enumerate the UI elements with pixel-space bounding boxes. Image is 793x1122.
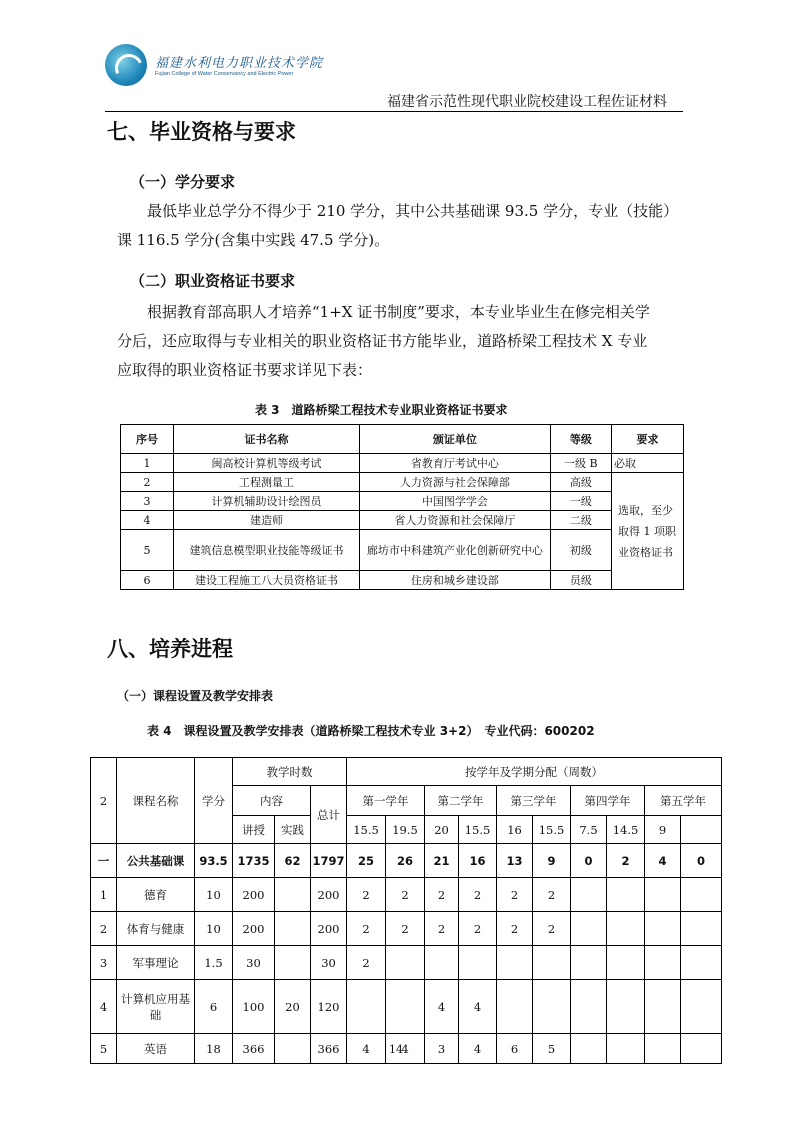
header-weeks: 15.5	[459, 816, 497, 844]
cell-practice: 20	[275, 980, 311, 1034]
header-year-2: 第二学年	[425, 786, 497, 816]
cell-semester-weeks	[681, 912, 722, 946]
cell-semester-weeks: 2	[347, 946, 386, 980]
cell-practice	[275, 912, 311, 946]
credit-paragraph-line2: 课 116.5 学分(含集中实践 47.5 学分)。	[117, 231, 390, 249]
cell-lecture: 200	[233, 912, 275, 946]
section-8-title: 八、培养进程	[107, 637, 233, 661]
cell-name: 建筑信息模型职业技能等级证书	[173, 530, 359, 571]
cell-lecture: 366	[233, 1034, 275, 1064]
cell-semester-weeks: 4	[386, 1034, 425, 1064]
cell-lecture: 100	[233, 980, 275, 1034]
header-weeks: 14.5	[607, 816, 645, 844]
cell-semester-weeks	[459, 946, 497, 980]
table-row	[121, 473, 684, 492]
logo-emblem-icon	[105, 44, 147, 86]
cell-no: 1	[91, 878, 117, 912]
cell-semester-weeks: 4	[459, 1034, 497, 1064]
cell-semester-weeks	[425, 946, 459, 980]
header-total: 总计	[311, 786, 347, 844]
cell-semester-weeks	[571, 980, 607, 1034]
table-row	[121, 492, 684, 511]
cell-no: 6	[121, 571, 174, 590]
cell-name: 工程测量工	[173, 473, 359, 492]
cell-semester-weeks: 2	[386, 878, 425, 912]
cell-semester-weeks	[681, 878, 722, 912]
header-practice: 实践	[275, 816, 311, 844]
cell-semester-weeks	[571, 1034, 607, 1064]
table-header-row	[121, 425, 684, 454]
cell-semester-weeks	[386, 946, 425, 980]
cell-practice	[275, 946, 311, 980]
logo-chinese-name: 福建水利电力职业技术学院	[155, 56, 324, 71]
cell-semester-weeks	[645, 878, 681, 912]
cell-semester-weeks: 2	[497, 878, 533, 912]
cell-semester-weeks: 4	[425, 980, 459, 1034]
column-header: 颁证单位	[360, 425, 550, 454]
cell-semester-weeks: 4	[347, 1034, 386, 1064]
cell-merged-requirement: 选取，至少取得 1 项职业资格证书	[612, 473, 684, 590]
cell-semester-weeks: 2	[347, 912, 386, 946]
cell-semester-weeks	[497, 946, 533, 980]
cell-total: 120	[311, 980, 347, 1034]
cell-semester-weeks	[681, 980, 722, 1034]
table-row	[91, 1034, 722, 1064]
header-semester-distribution: 按学年及学期分配（周数）	[347, 758, 722, 786]
header-year-3: 第三学年	[497, 786, 571, 816]
cell-course-name: 英语	[117, 1034, 195, 1064]
header-weeks: 19.5	[386, 816, 425, 844]
cell-semester-weeks	[607, 946, 645, 980]
cell-semester-weeks	[497, 980, 533, 1034]
cell-level: 二级	[550, 511, 611, 530]
cell-name: 闽高校计算机等级考试	[173, 454, 359, 473]
cell-semester-weeks	[645, 946, 681, 980]
cell-semester-weeks: 2	[533, 878, 571, 912]
section-8-sub1: （一）课程设置及教学安排表	[117, 689, 274, 703]
header-no: 2	[91, 758, 117, 844]
credit-paragraph-line1: 最低毕业总学分不得少于 210 学分，其中公共基础课 93.5 学分，专业（技能）	[147, 202, 679, 220]
cell-requirement: 必取	[612, 454, 684, 473]
header-year-4: 第四学年	[571, 786, 645, 816]
cell-semester-weeks	[571, 878, 607, 912]
header-weeks: 16	[497, 816, 533, 844]
cell-semester-weeks: 2	[459, 878, 497, 912]
cell-semester-weeks: 5	[533, 1034, 571, 1064]
cell-issuer: 人力资源与社会保障部	[360, 473, 550, 492]
cell-no: 5	[121, 530, 174, 571]
cell-semester-weeks: 3	[425, 1034, 459, 1064]
cell-course-name: 体育与健康	[117, 912, 195, 946]
cell-level: 初级	[550, 530, 611, 571]
cell-no: 2	[121, 473, 174, 492]
cell-semester-weeks: 13	[497, 844, 533, 878]
cell-semester-weeks: 2	[497, 912, 533, 946]
cell-practice	[275, 1034, 311, 1064]
cell-semester-weeks: 2	[347, 878, 386, 912]
cell-semester-weeks: 2	[425, 878, 459, 912]
header-weeks: 15.5	[347, 816, 386, 844]
logo-english-name: Fujian College of Water Conservancy and Electric Power	[155, 71, 294, 77]
table-header-row	[91, 758, 722, 786]
cell-semester-weeks: 6	[497, 1034, 533, 1064]
cell-semester-weeks	[386, 980, 425, 1034]
header-weeks	[681, 816, 722, 844]
cell-semester-weeks	[645, 980, 681, 1034]
cell-credit: 18	[195, 1034, 233, 1064]
cell-semester-weeks	[607, 912, 645, 946]
cell-name: 建设工程施工八大员资格证书	[173, 571, 359, 590]
cell-no: 1	[121, 454, 174, 473]
cell-total: 366	[311, 1034, 347, 1064]
cell-semester-weeks: 4	[459, 980, 497, 1034]
table-row	[91, 946, 722, 980]
cell-level: 高级	[550, 473, 611, 492]
cell-issuer: 廊坊市中科建筑产业化创新研究中心	[360, 530, 550, 571]
cell-no: 5	[91, 1034, 117, 1064]
cell-no: 2	[91, 912, 117, 946]
table-4-caption: 表 4 课程设置及教学安排表（道路桥梁工程技术专业 3+2） 专业代码：600202	[147, 724, 595, 738]
cell-semester-weeks	[571, 912, 607, 946]
document-title: 福建省示范性现代职业院校建设工程佐证材料	[387, 94, 667, 110]
cell-issuer: 省人力资源和社会保障厅	[360, 511, 550, 530]
section-7-sub1: （一）学分要求	[130, 173, 236, 191]
cell-semester-weeks: 4	[645, 844, 681, 878]
cell-semester-weeks	[681, 946, 722, 980]
cell-semester-weeks: 2	[533, 912, 571, 946]
page-number: 14	[389, 1043, 403, 1056]
cell-total: 1797	[311, 844, 347, 878]
cell-semester-weeks	[607, 1034, 645, 1064]
cell-level: 一级 B	[550, 454, 611, 473]
header-content: 内容	[233, 786, 311, 816]
header-teaching-hours: 教学时数	[233, 758, 347, 786]
cell-issuer: 省教育厅考试中心	[360, 454, 550, 473]
cell-semester-weeks: 25	[347, 844, 386, 878]
cell-course-name: 计算机应用基础	[117, 980, 195, 1034]
cell-lecture: 200	[233, 878, 275, 912]
column-header: 等级	[550, 425, 611, 454]
header-weeks: 20	[425, 816, 459, 844]
section-7-title: 七、毕业资格与要求	[107, 120, 296, 144]
cell-credit: 1.5	[195, 946, 233, 980]
column-header: 要求	[612, 425, 684, 454]
table-row	[91, 844, 722, 878]
cell-no: 4	[121, 511, 174, 530]
cell-credit: 6	[195, 980, 233, 1034]
cell-name: 建造师	[173, 511, 359, 530]
cell-semester-weeks: 9	[533, 844, 571, 878]
cell-semester-weeks: 2	[386, 912, 425, 946]
cell-semester-weeks	[681, 1034, 722, 1064]
cell-semester-weeks: 0	[681, 844, 722, 878]
header-weeks: 7.5	[571, 816, 607, 844]
table-row	[91, 980, 722, 1034]
cell-no: 3	[121, 492, 174, 511]
cert-paragraph-line3: 应取得的职业资格证书要求详见下表：	[117, 361, 373, 379]
cell-total: 30	[311, 946, 347, 980]
section-7-sub2: （二）职业资格证书要求	[130, 272, 296, 290]
table-row	[121, 530, 684, 571]
header-weeks: 15.5	[533, 816, 571, 844]
cell-semester-weeks: 2	[459, 912, 497, 946]
cell-total: 200	[311, 912, 347, 946]
header-lecture: 讲授	[233, 816, 275, 844]
cell-semester-weeks: 21	[425, 844, 459, 878]
cell-no: 3	[91, 946, 117, 980]
cell-credit: 93.5	[195, 844, 233, 878]
cell-credit: 10	[195, 878, 233, 912]
cell-issuer: 中国图学学会	[360, 492, 550, 511]
table-3-caption: 表 3 道路桥梁工程技术专业职业资格证书要求	[255, 403, 508, 417]
cert-paragraph-line1: 根据教育部高职人才培养“1+X 证书制度”要求，本专业毕业生在修完相关学	[147, 303, 650, 321]
cell-level: 员级	[550, 571, 611, 590]
header-divider	[105, 111, 683, 112]
cell-lecture: 30	[233, 946, 275, 980]
header-year-1: 第一学年	[347, 786, 425, 816]
cell-semester-weeks: 2	[607, 844, 645, 878]
cell-level: 一级	[550, 492, 611, 511]
cell-semester-weeks: 0	[571, 844, 607, 878]
cell-semester-weeks	[533, 946, 571, 980]
cell-semester-weeks	[607, 878, 645, 912]
cell-semester-weeks	[571, 946, 607, 980]
certificate-table	[120, 424, 684, 590]
header-weeks: 9	[645, 816, 681, 844]
table-row	[91, 912, 722, 946]
cell-course-name: 德育	[117, 878, 195, 912]
header-year-5: 第五学年	[645, 786, 722, 816]
cell-practice	[275, 878, 311, 912]
cell-credit: 10	[195, 912, 233, 946]
cell-semester-weeks	[645, 1034, 681, 1064]
cell-total: 200	[311, 878, 347, 912]
college-logo	[105, 44, 324, 90]
cell-semester-weeks	[533, 980, 571, 1034]
cell-no: 一	[91, 844, 117, 878]
cell-name: 计算机辅助设计绘图员	[173, 492, 359, 511]
column-header: 序号	[121, 425, 174, 454]
table-row	[91, 878, 722, 912]
header-credit: 学分	[195, 758, 233, 844]
cell-practice: 62	[275, 844, 311, 878]
table-row	[121, 454, 684, 473]
cell-course-name: 军事理论	[117, 946, 195, 980]
cell-semester-weeks	[607, 980, 645, 1034]
cell-lecture: 1735	[233, 844, 275, 878]
header-course-name: 课程名称	[117, 758, 195, 844]
cell-course-name: 公共基础课	[117, 844, 195, 878]
cell-semester-weeks	[347, 980, 386, 1034]
table-row	[121, 571, 684, 590]
course-schedule-table	[90, 757, 722, 1064]
cell-semester-weeks: 2	[425, 912, 459, 946]
cell-issuer: 住房和城乡建设部	[360, 571, 550, 590]
cell-semester-weeks: 16	[459, 844, 497, 878]
cell-semester-weeks	[645, 912, 681, 946]
table-row	[121, 511, 684, 530]
column-header: 证书名称	[173, 425, 359, 454]
cert-paragraph-line2: 分后，还应取得与专业相关的职业资格证书方能毕业，道路桥梁工程技术 X 专业	[117, 332, 648, 350]
cell-no: 4	[91, 980, 117, 1034]
cell-semester-weeks: 26	[386, 844, 425, 878]
